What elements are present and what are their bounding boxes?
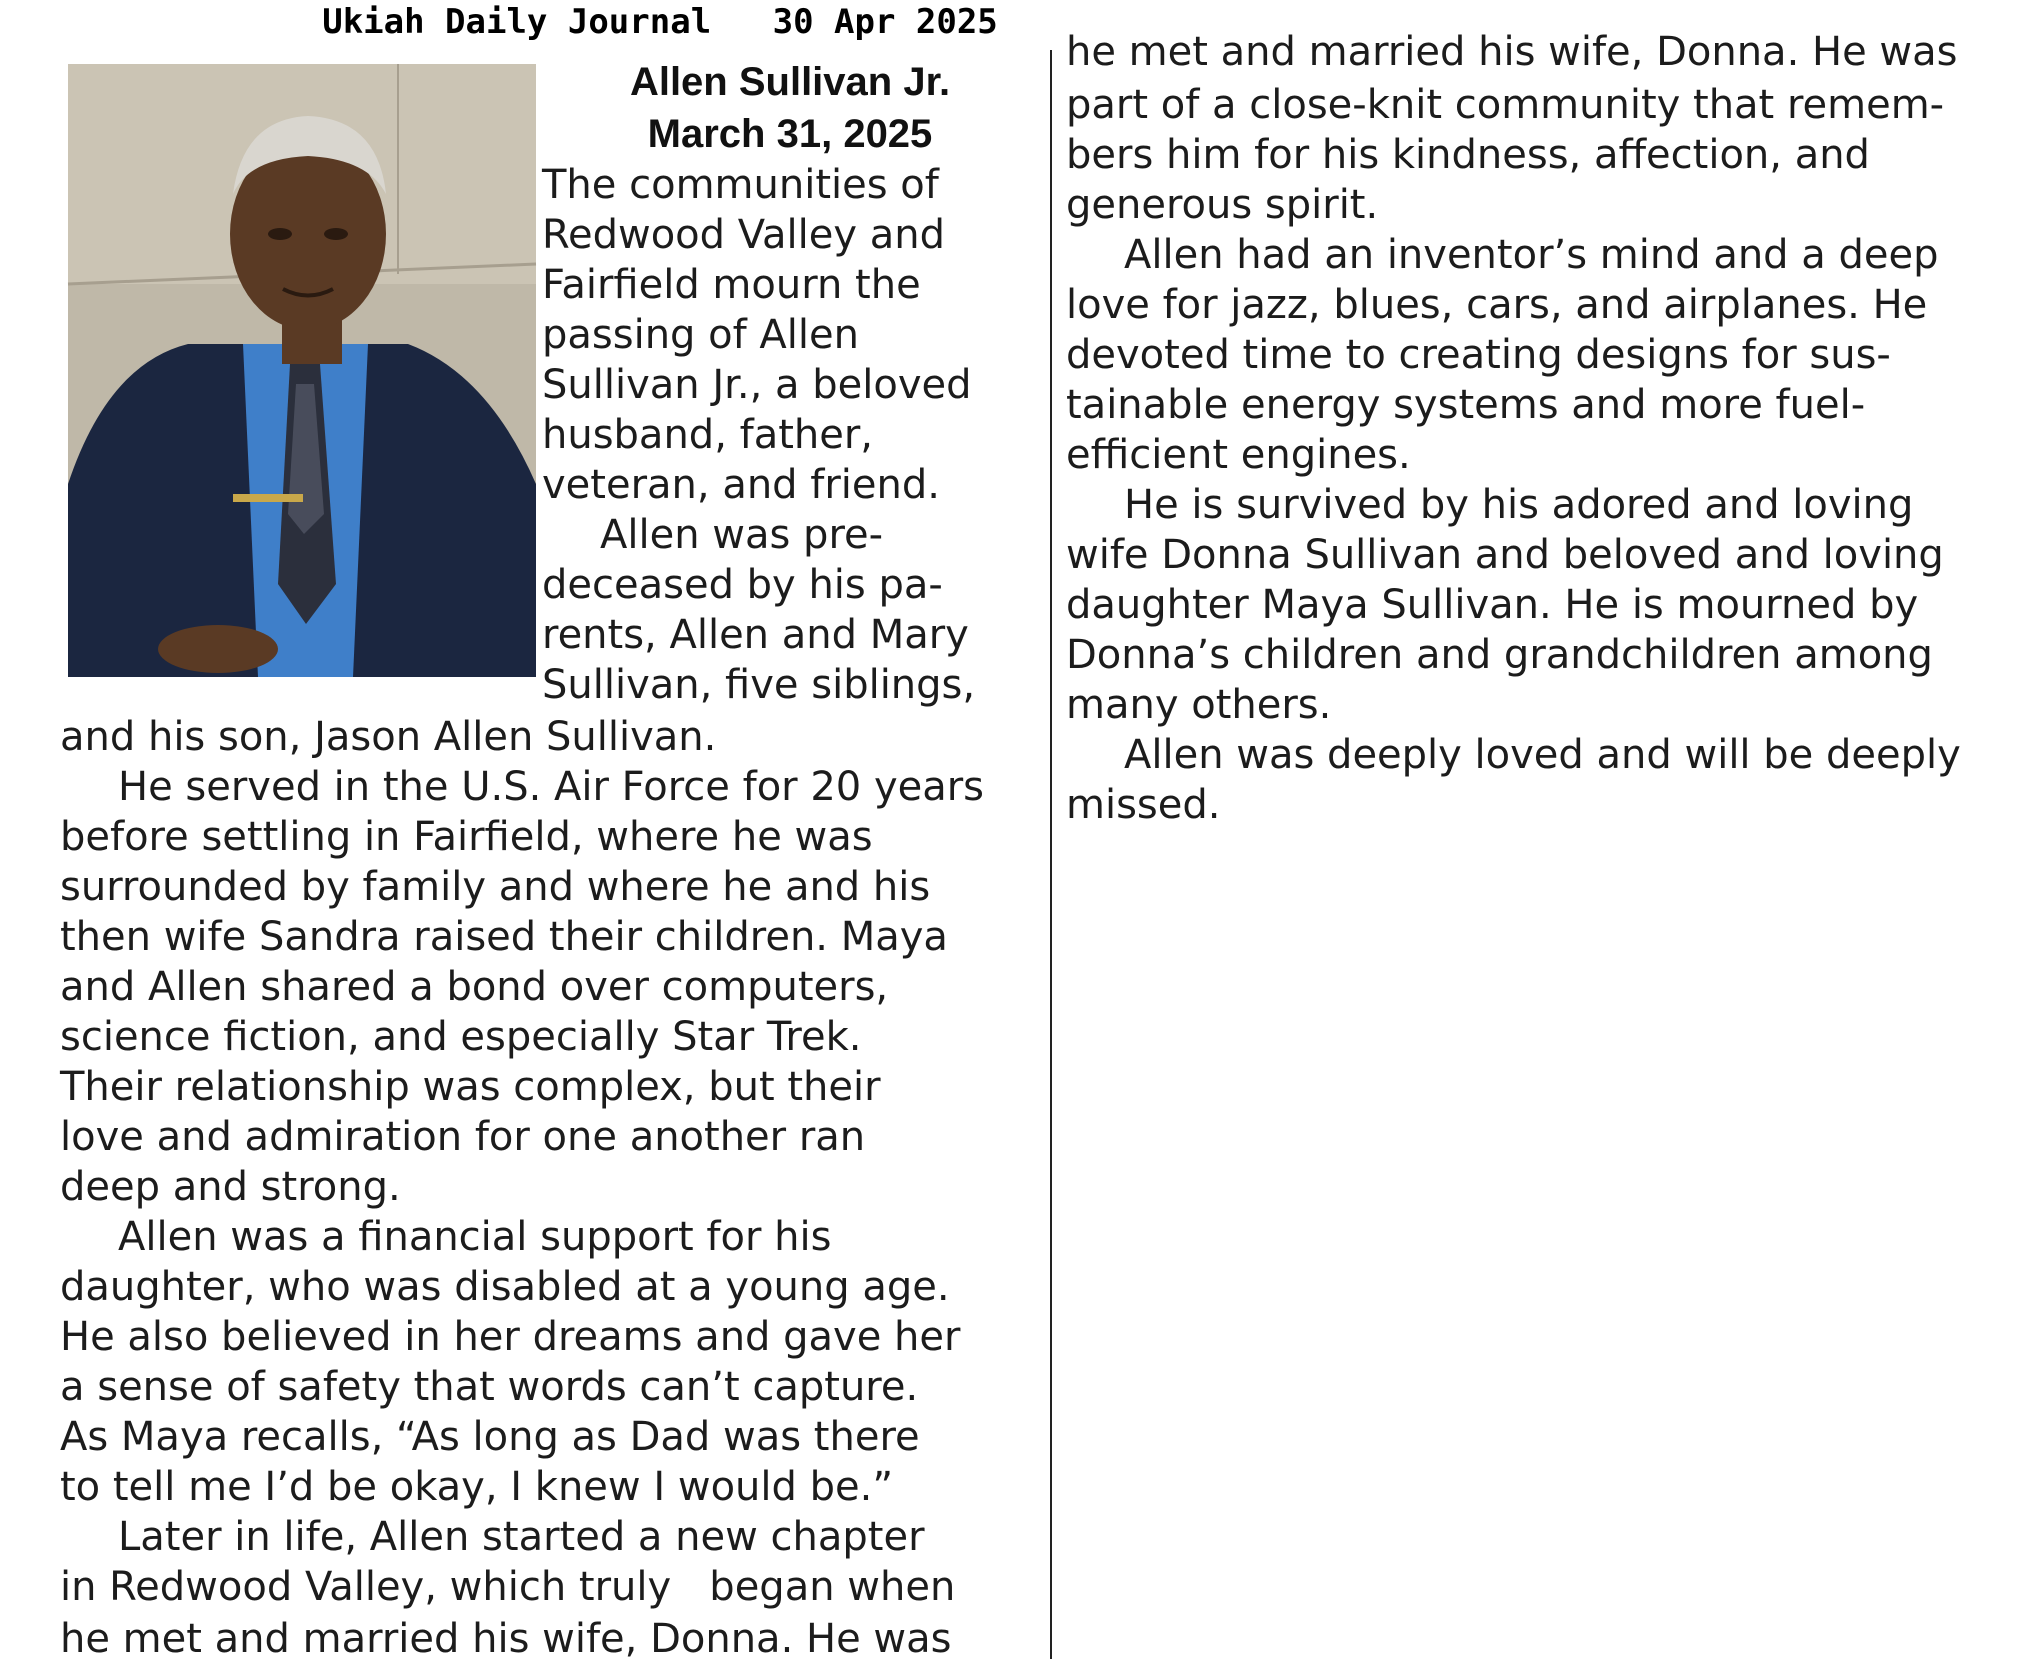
text-line: and Allen shared a bond over computers, <box>60 964 889 1010</box>
text-line: daughter, who was disabled at a young age. <box>60 1264 950 1310</box>
text-line-cut <box>1066 29 1958 77</box>
obituary-headline <box>540 56 1040 160</box>
text-line: he met and married his wife, Donna. He was <box>1066 29 1958 75</box>
text-line: a sense of safety that words can’t capture. <box>60 1364 919 1410</box>
text-line: He also believed in her dreams and gave her <box>60 1314 961 1360</box>
text-line: deep and strong. <box>60 1164 401 1210</box>
text-line: devoted time to creating designs for sus- <box>1066 332 1891 378</box>
text-line: passing of Allen <box>542 312 859 358</box>
publication-name: Ukiah Daily Journal <box>322 2 712 42</box>
text-line: daughter Maya Sullivan. He is mourned by <box>1066 582 1919 628</box>
text-line: veteran, and friend. <box>542 462 940 508</box>
text-line: many others. <box>1066 682 1332 728</box>
text-line: part of a close-knit community that remem- <box>1066 82 1945 128</box>
text-line: love and admiration for one another ran <box>60 1114 866 1160</box>
text-line: wife Donna Sullivan and beloved and loving <box>1066 532 1944 578</box>
text-line: As Maya recalls, “As long as Dad was there <box>60 1414 920 1460</box>
text-line: Fairfield mourn the <box>542 262 921 308</box>
text-line: to tell me I’d be okay, I knew I would be.” <box>60 1464 894 1510</box>
publication-date: 30 Apr 2025 <box>772 2 998 42</box>
text-line: Sullivan Jr., a beloved <box>542 362 972 408</box>
text-line: Allen was a financial support for his <box>118 1214 832 1260</box>
text-line: in Redwood Valley, which truly began when <box>60 1564 956 1610</box>
text-line: Later in life, Allen started a new chapter <box>118 1514 925 1560</box>
text-line: surrounded by family and where he and his <box>60 864 931 910</box>
deceased-name: Allen Sullivan Jr. <box>629 60 951 104</box>
text-line: Sullivan, five siblings, <box>542 662 976 708</box>
text-line: before settling in Fairfield, where he was <box>60 814 873 860</box>
text-line: bers him for his kindness, affection, and <box>1066 132 1870 178</box>
date-of-death: March 31, 2025 <box>647 112 933 156</box>
column-divider <box>1050 50 1052 1659</box>
text-line: love for jazz, blues, cars, and airplanes. He <box>1066 282 1928 328</box>
text-line: Redwood Valley and <box>542 212 946 258</box>
text-line-cut: he met and married his wife, Donna. He was <box>60 1616 952 1662</box>
text-line: The communities of <box>542 162 939 208</box>
text-line: Allen had an inventor’s mind and a deep <box>1124 232 1939 278</box>
text-line: He is survived by his adored and loving <box>1124 482 1914 528</box>
text-line: tainable energy systems and more fuel- <box>1066 382 1866 428</box>
text-line: Donna’s children and grandchildren among <box>1066 632 1933 678</box>
text-line: generous spirit. <box>1066 182 1379 228</box>
text-line: then wife Sandra raised their children. Maya <box>60 914 948 960</box>
text-line: deceased by his pa- <box>542 562 943 608</box>
text-line: Allen was pre- <box>600 512 884 558</box>
text-line: husband, father, <box>542 412 874 458</box>
portrait-photo <box>68 64 536 677</box>
text-line: science fiction, and especially Star Trek. <box>60 1014 862 1060</box>
text-line: He served in the U.S. Air Force for 20 years <box>118 764 985 810</box>
text-line: missed. <box>1066 782 1221 828</box>
text-line: rents, Allen and Mary <box>542 612 969 658</box>
text-line: and his son, Jason Allen Sullivan. <box>60 714 717 760</box>
text-line: Their relationship was complex, but their <box>60 1064 881 1110</box>
text-line: Allen was deeply loved and will be deeply <box>1124 732 1961 778</box>
text-line: efficient engines. <box>1066 432 1411 478</box>
